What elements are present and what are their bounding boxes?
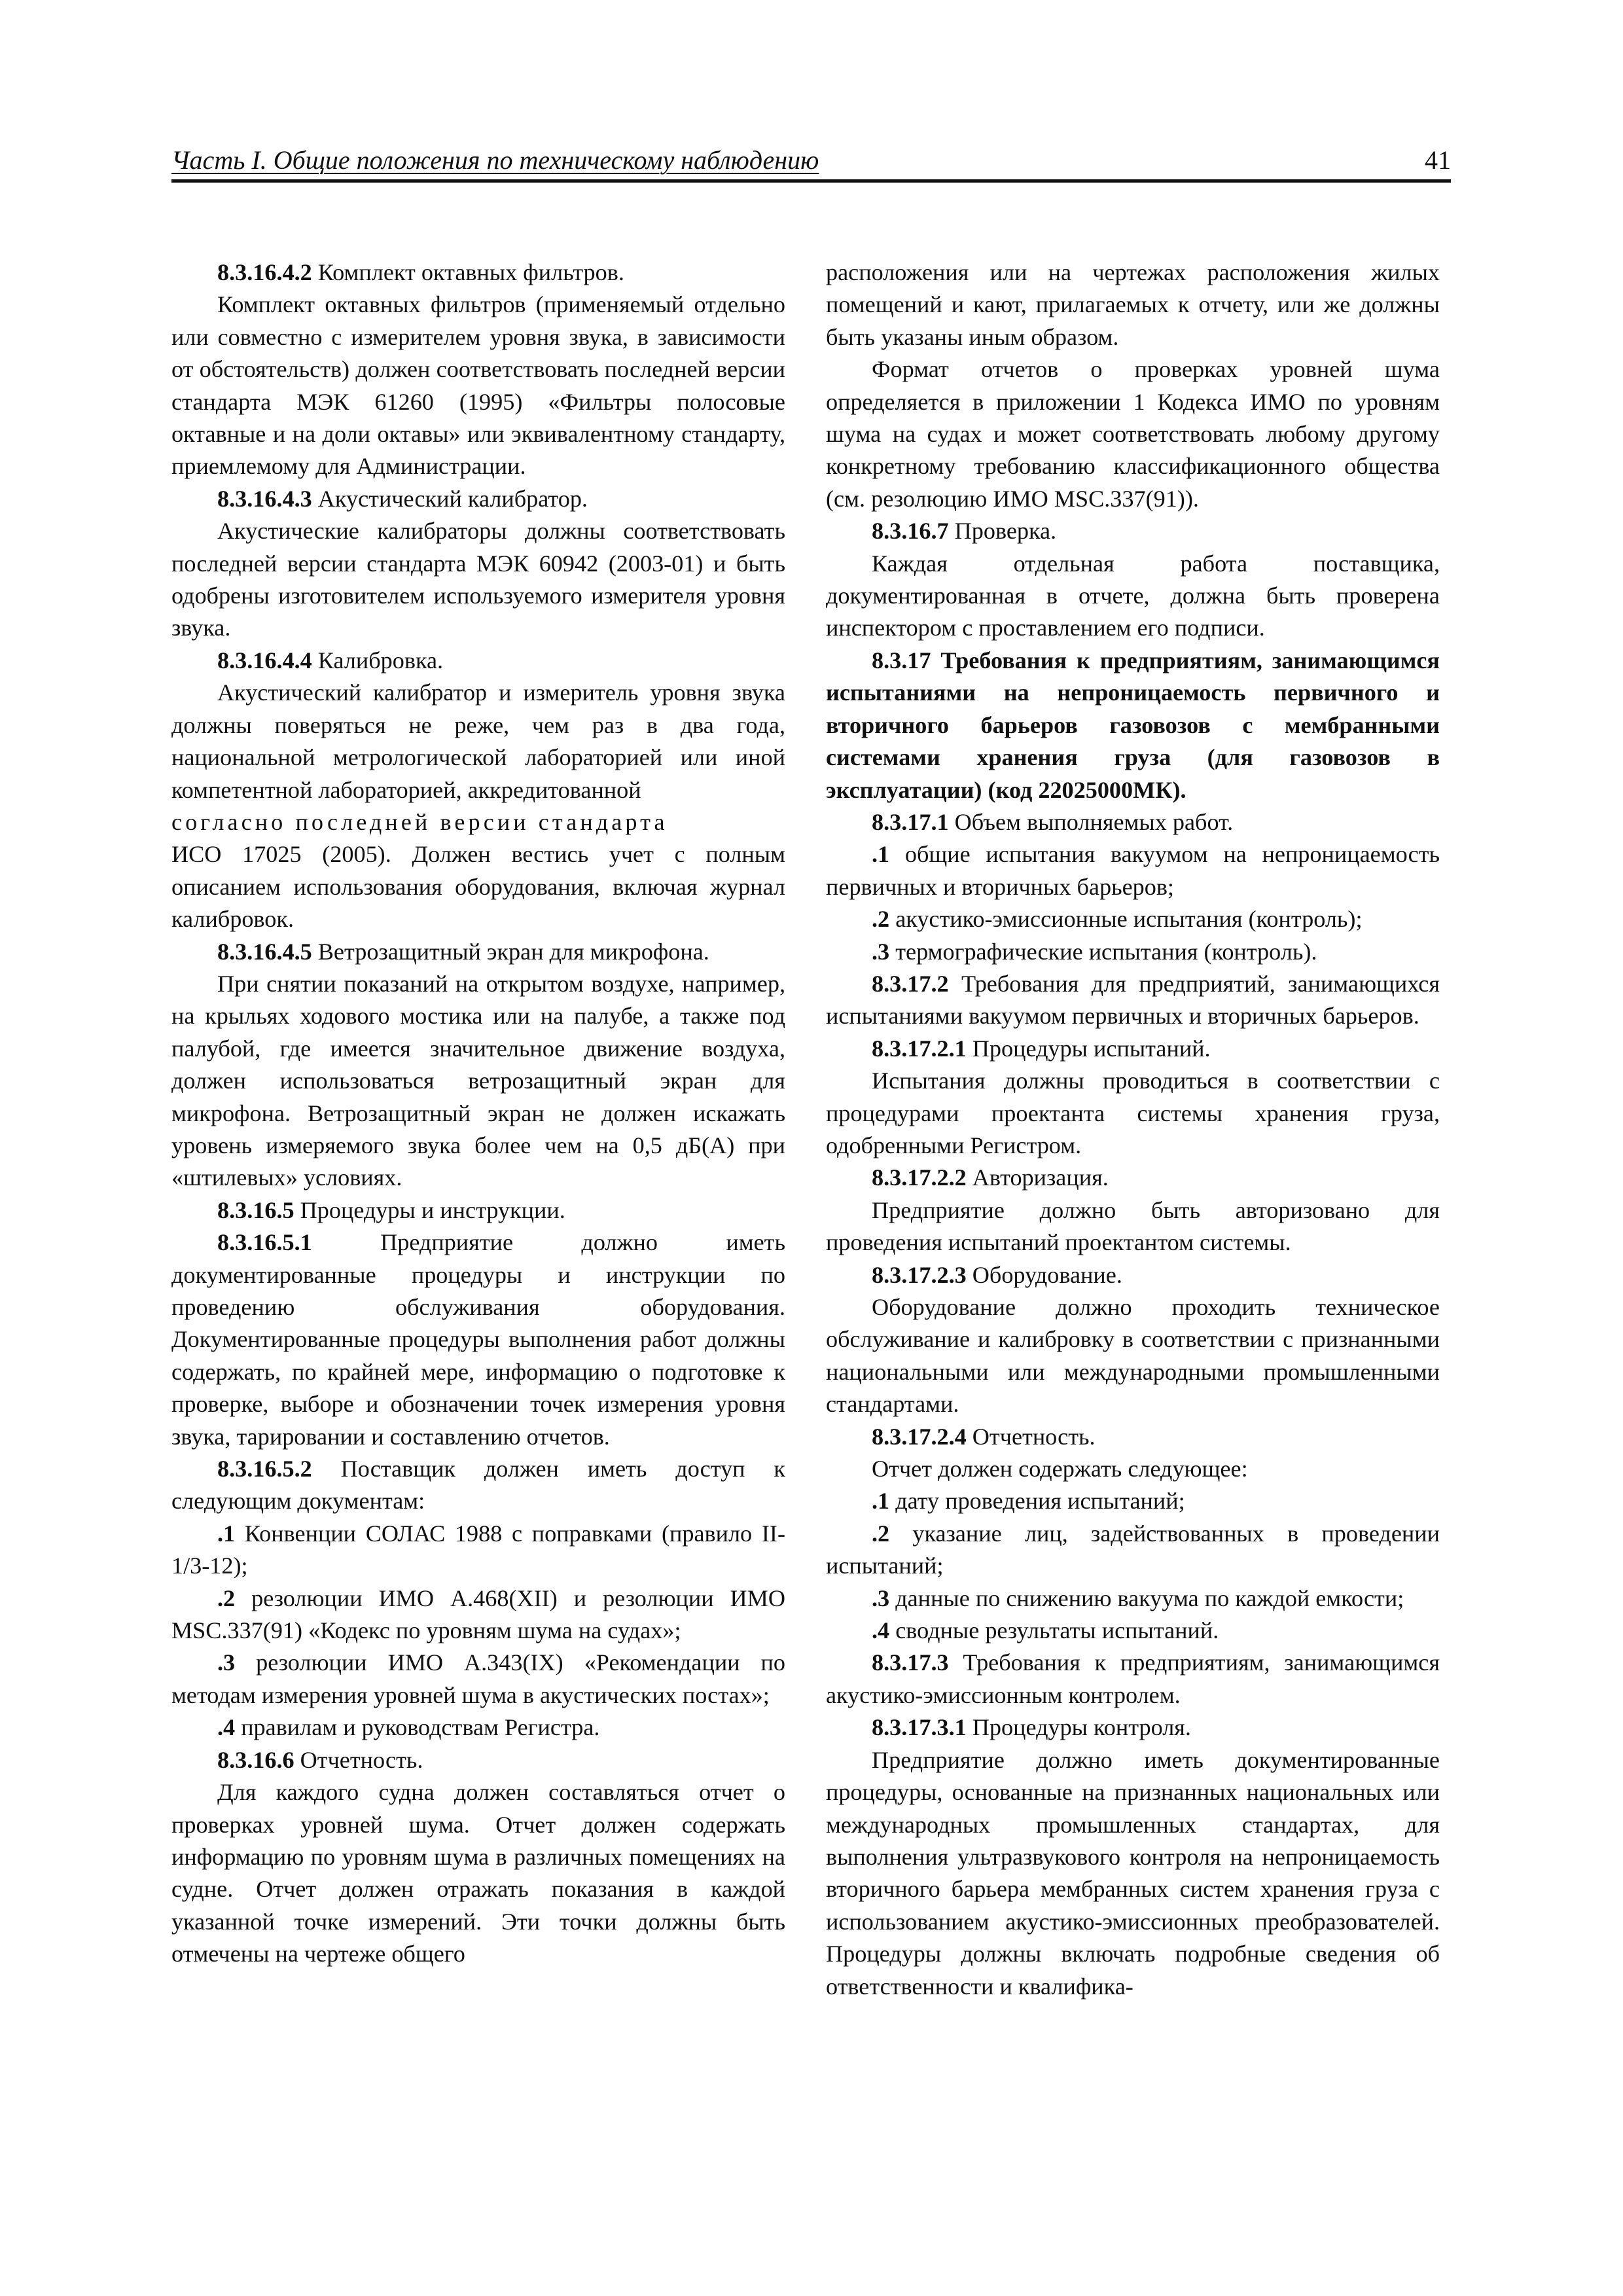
paragraph: Испытания должны проводиться в соответствии с процедурами проектанта системы хранения груза, одобренными Регистром. (826, 1067, 1440, 1158)
clause-number: 8.3.16.7 (872, 518, 949, 545)
clause-number: 8.3.16.6 (217, 1746, 294, 1773)
running-header (171, 145, 1451, 183)
paragraph (826, 1259, 1440, 1291)
list-item (826, 936, 1440, 968)
clause-number: 8.3.17.2.4 (872, 1423, 967, 1450)
paragraph (826, 806, 1440, 838)
clause-title: Отчетность. (294, 1746, 423, 1773)
paragraph: Формат отчетов о проверках уровней шума определяется в приложении 1 Кодекса ИМО по уровням шума на судах и может соответствовать любому другому конкретному требованию классификационного общества (см. резолюцию ИМО MSC.337(91)). (826, 356, 1440, 512)
paragraph (171, 1227, 785, 1453)
list-text: резолюции ИМО A.468(XII) и резолюции ИМО MSC.337(91) «Кодекс по уровням шума на судах»; (171, 1585, 785, 1644)
paragraph: Отчет должен содержать следующее: (872, 1456, 1248, 1482)
list-item (826, 1485, 1440, 1517)
clause-number: 8.3.16.5.2 (217, 1456, 312, 1482)
clause-title: Проверка. (948, 518, 1057, 545)
paragraph: Каждая отдельная работа поставщика, документированная в отчете, должна быть проверена инспектором с проставлением его подписи. (826, 550, 1440, 641)
list-number: .2 (217, 1585, 236, 1611)
clause-number: 8.3.17.3.1 (872, 1714, 967, 1741)
list-number: .4 (872, 1617, 890, 1644)
list-item (171, 1712, 785, 1744)
list-number: .4 (217, 1714, 236, 1741)
list-item (826, 1518, 1440, 1583)
page-number: 41 (1425, 145, 1451, 175)
list-text: дату проведения испытаний; (889, 1488, 1185, 1515)
list-item (171, 1647, 785, 1712)
clause-title: Процедуры и инструкции. (294, 1196, 565, 1223)
paragraph (171, 257, 785, 289)
clause-title: Комплект октавных фильтров. (312, 259, 624, 285)
section-heading-text: 8.3.17 Требования к предприятиям, занимающимся испытаниями на непроницаемость первичного и вторичного барьеров газовозов с мембранными системами хранения груза (для газовозов в эксплуатации) (код 22025000МК). (826, 647, 1440, 803)
paragraph (171, 645, 785, 677)
list-item (826, 1583, 1440, 1615)
list-item (171, 1583, 785, 1647)
list-number: .2 (872, 1520, 890, 1547)
paragraph: Оборудование должно проходить техническое обслуживание и калибровку в соответствии с признанными национальными или международными промышленными стандартами. (826, 1294, 1440, 1418)
paragraph: Предприятие должно иметь документированные процедуры, основанные на признанных национальных или международных промышленных стандартах, для выполнения ультразвукового контроля на непроницаемость вторичного барьера мембранных систем хранения груза с использованием акустико-эмиссионных преобразователей. Процедуры должны включать подробные сведения об ответственности и квалифика- (826, 1746, 1440, 2000)
list-item (171, 1518, 785, 1583)
list-text: правилам и руководствам Регистра. (235, 1714, 600, 1741)
clause-body: Требования для предприятий, занимающихся испытаниями вакуумом первичных и вторичных барьеров. (826, 970, 1440, 1030)
clause-body: Предприятие должно иметь документированные процедуры и инструкции по проведению обслуживания оборудования. Документированные процедуры выполнения работ должны содержать, по крайней мере, информацию о подготовке к проверке, выборе и обозначении точек измерения уровня звука, тарировании и составлению отчетов. (171, 1229, 785, 1450)
clause-number: 8.3.17.1 (872, 808, 949, 835)
clause-number: 8.3.17.2.1 (872, 1035, 967, 1062)
list-text: резолюции ИМО A.343(IX) «Рекомендации по методам измерения уровней шума в акустических постах»; (171, 1649, 785, 1708)
left-column (171, 257, 785, 2128)
clause-number: 8.3.17.3 (872, 1649, 949, 1676)
clause-title: Акустический калибратор. (312, 485, 588, 512)
clause-number: 8.3.16.4.4 (217, 647, 312, 673)
paragraph: При снятии показаний на открытом воздухе, например, на крыльях ходового мостика или на палубе, а также под палубой, где имеется значительное движение воздуха, должен использоваться ветрозащитный экран для микрофона. Ветрозащитный экран не должен искажать уровень измеряемого звука более чем на 0,5 дБ(А) при «штилевых» условиях. (171, 970, 785, 1191)
paragraph-line: ИСО 17025 (2005). Должен вестись учет с полным описанием использования оборудования, включая журнал калибровок. (171, 841, 785, 933)
clause-body: Поставщик должен иметь доступ к следующим документам: (171, 1456, 785, 1515)
paragraph: Комплект октавных фильтров (применяемый отдельно или совместно с измерителем уровня звука, в зависимости от обстоятельств) должен соответствовать последней версии стандарта МЭК 61260 (1995) «Фильтры полосовые октавные и на доли октавы» или эквивалентному стандарту, приемлемому для Администрации. (171, 291, 785, 480)
paragraph (171, 936, 785, 968)
paragraph: Для каждого судна должен составляться отчет о проверках уровней шума. Отчет должен содержать информацию по уровням шума в различных помещениях на судне. Отчет должен отражать показания в каждой указанной точке измерений. Эти точки должны быть отмечены на чертеже общего (171, 1779, 785, 1967)
list-number: .1 (217, 1520, 236, 1547)
clause-number: 8.3.17.2 (872, 970, 949, 997)
paragraph: расположения или на чертежах расположения жилых помещений и кают, прилагаемых к отчету, или же должны быть указаны иным образом. (826, 259, 1440, 350)
list-text: сводные результаты испытаний. (889, 1617, 1219, 1644)
clause-number: 8.3.16.4.3 (217, 485, 312, 512)
paragraph (171, 1744, 785, 1776)
clause-body: Требования к предприятиям, занимающимся акустико-эмиссионным контролем. (826, 1649, 1440, 1708)
list-item (826, 1615, 1440, 1647)
list-item (826, 838, 1440, 903)
section-heading (826, 645, 1440, 806)
paragraph (826, 1421, 1440, 1453)
right-column (826, 257, 1440, 2128)
paragraph (826, 1647, 1440, 1712)
list-number: .3 (872, 1585, 890, 1611)
list-number: .2 (872, 906, 890, 933)
clause-title: Отчетность. (966, 1423, 1096, 1450)
list-number: .1 (872, 1488, 890, 1515)
clause-number: 8.3.17.2.2 (872, 1164, 967, 1191)
clause-title: Ветрозащитный экран для микрофона. (312, 938, 709, 965)
clause-number: 8.3.17.2.3 (872, 1261, 967, 1288)
paragraph (171, 483, 785, 515)
list-text: термографические испытания (контроль). (889, 938, 1317, 965)
list-item (826, 903, 1440, 935)
list-text: акустико-эмиссионные испытания (контроль); (889, 906, 1363, 933)
list-text: указание лиц, задействованных в проведении испытаний; (826, 1520, 1440, 1579)
clause-title: Авторизация. (966, 1164, 1109, 1191)
paragraph: Акустический калибратор и измеритель уровня звука должны поверяться не реже, чем раз в два года, национальной метрологической лабораторией или иной компетентной лабораторией, аккредитованной (171, 679, 785, 803)
list-number: .3 (217, 1649, 236, 1676)
clause-title: Процедуры контроля. (966, 1714, 1191, 1741)
clause-title: Процедуры испытаний. (966, 1035, 1211, 1062)
clause-number: 8.3.16.5 (217, 1196, 294, 1223)
clause-number: 8.3.16.5.1 (217, 1229, 312, 1256)
paragraph (171, 1453, 785, 1518)
list-text: данные по снижению вакуума по каждой емкости; (889, 1585, 1404, 1611)
paragraph (826, 1162, 1440, 1194)
paragraph (826, 968, 1440, 1033)
list-text: Конвенции СОЛАС 1988 с поправками (правило II-1/3-12); (171, 1520, 785, 1579)
list-number: .1 (872, 841, 890, 868)
clause-title: Калибровка. (312, 647, 444, 673)
paragraph: Предприятие должно быть авторизовано для проведения испытаний проектантом системы. (826, 1196, 1440, 1256)
paragraph: Акустические калибраторы должны соответствовать последней версии стандарта МЭК 60942 (2003-01) и быть одобрены изготовителем используемого измерителя уровня звука. (171, 518, 785, 641)
running-title: Часть I. Общие положения по техническому наблюдению (171, 145, 819, 175)
clause-number: 8.3.16.4.5 (217, 938, 312, 965)
paragraph (826, 515, 1440, 547)
clause-title: Оборудование. (966, 1261, 1122, 1288)
list-number: .3 (872, 938, 890, 965)
list-text: общие испытания вакуумом на непроницаемость первичных и вторичных барьеров; (826, 841, 1440, 900)
clause-title: Объем выполняемых работ. (948, 808, 1234, 835)
paragraph (826, 1033, 1440, 1065)
paragraph (826, 1712, 1440, 1744)
clause-number: 8.3.16.4.2 (217, 259, 312, 285)
paragraph-line: согласно последней версии стандарта (171, 808, 668, 835)
paragraph (171, 1194, 785, 1227)
